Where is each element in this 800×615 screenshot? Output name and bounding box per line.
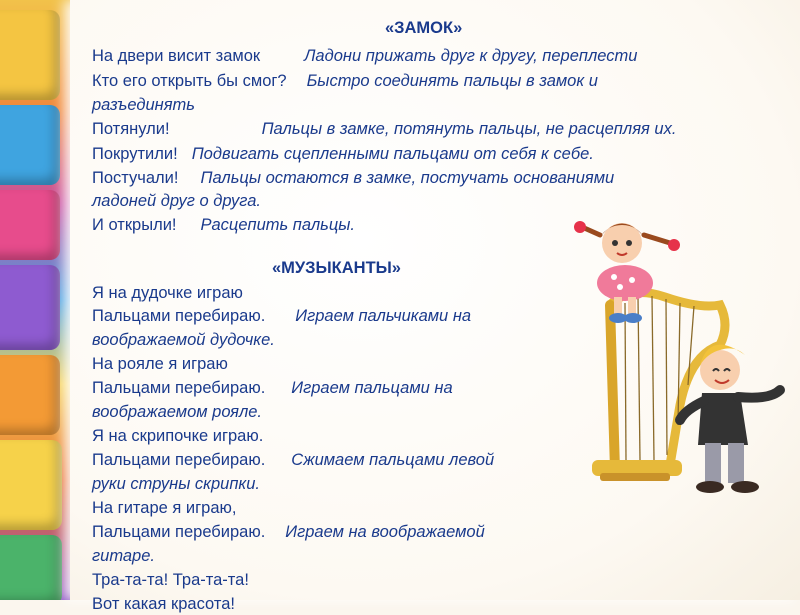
toy-block-icon xyxy=(0,190,60,260)
toy-block-icon xyxy=(0,10,60,100)
verse-text: И открыли! xyxy=(92,216,177,234)
action-text: разъединять xyxy=(92,96,195,114)
toy-blocks-border xyxy=(0,0,72,600)
muzykanty-line-10 xyxy=(92,497,236,519)
action-text: ладоней друг о друга. xyxy=(92,192,261,210)
muzykanty-line-1 xyxy=(92,282,243,304)
verse-text: На двери висит замок xyxy=(92,47,261,65)
verse-text: Потянули! xyxy=(92,120,170,138)
verse-text: Кто его открыть бы смог? xyxy=(92,72,287,90)
muzykanty-line-12 xyxy=(92,545,155,567)
action-text: Играем на воображаемой xyxy=(285,523,485,541)
toy-block-icon xyxy=(0,105,60,185)
muzykanty-title: «МУЗЫКАНТЫ» xyxy=(272,259,401,277)
muzykanty-line-3 xyxy=(92,329,275,351)
action-text: Быстро соединять пальцы в замок и xyxy=(306,72,598,90)
action-text: Играем пальчиками на xyxy=(295,307,472,325)
toy-block-icon xyxy=(0,440,62,530)
verse-text: Я на дудочке играю xyxy=(92,284,243,302)
zamok-line-6 xyxy=(92,167,614,189)
action-text: Подвигать сцепленными пальцами от себя к себе. xyxy=(191,145,594,163)
zamok-title: «ЗАМОК» xyxy=(385,19,463,37)
zamok-line-4 xyxy=(92,118,676,140)
verse-text: Пальцами перебираю. xyxy=(92,523,266,541)
muzykanty-line-4 xyxy=(92,353,228,375)
zamok-line-7 xyxy=(92,190,261,212)
muzykanty-line-2 xyxy=(92,305,471,327)
verse-text: Тра-та-та! Тра-та-та! xyxy=(92,571,249,589)
muzykanty-line-11 xyxy=(92,521,485,543)
muzykanty-line-13 xyxy=(92,569,249,591)
verse-text: На рояле я играю xyxy=(92,355,228,373)
action-text: Пальцы в замке, потянуть пальцы, не расцепляя их. xyxy=(261,120,677,138)
muzykanty-line-6 xyxy=(92,401,262,423)
muzykanty-line-5 xyxy=(92,377,453,399)
zamok-line-2 xyxy=(92,70,598,92)
zamok-line-5 xyxy=(92,143,594,165)
action-text: Играем пальцами на xyxy=(291,379,453,397)
action-text: руки струны скрипки. xyxy=(92,475,260,493)
action-text: Сжимаем пальцами левой xyxy=(291,451,495,469)
action-text: гитаре. xyxy=(92,547,155,565)
verse-text: Я на скрипочке играю. xyxy=(92,427,264,445)
zamok-line-3 xyxy=(92,94,195,116)
muzykanty-line-7 xyxy=(92,425,263,447)
toy-block-icon xyxy=(0,355,60,435)
verse-text: Пальцами перебираю. xyxy=(92,379,266,397)
muzykanty-line-9 xyxy=(92,473,260,495)
action-text: воображаемой дудочке. xyxy=(92,331,275,349)
verse-text: Пальцами перебираю. xyxy=(92,451,266,469)
action-text: Расцепить пальцы. xyxy=(200,216,356,234)
girl-on-harp-and-boy-illustration xyxy=(570,205,795,505)
action-text: Пальцы остаются в замке, постучать основаниями xyxy=(200,169,615,187)
muzykanty-line-8 xyxy=(92,449,494,471)
zamok-line-1 xyxy=(92,45,637,67)
action-text: Ладони прижать друг к другу, переплести xyxy=(304,47,638,65)
zamok-line-8 xyxy=(92,214,355,236)
verse-text: Покрутили! xyxy=(92,145,178,163)
verse-text: Постучали! xyxy=(92,169,179,187)
toy-block-icon xyxy=(0,535,62,600)
girl-icon xyxy=(574,221,680,323)
verse-text: Вот какая красота! xyxy=(92,595,235,613)
verse-text: На гитаре я играю, xyxy=(92,499,237,517)
verse-text: Пальцами перебираю. xyxy=(92,307,266,325)
action-text: воображаемом рояле. xyxy=(92,403,263,421)
toy-block-icon xyxy=(0,265,60,350)
muzykanty-line-14 xyxy=(92,593,235,615)
